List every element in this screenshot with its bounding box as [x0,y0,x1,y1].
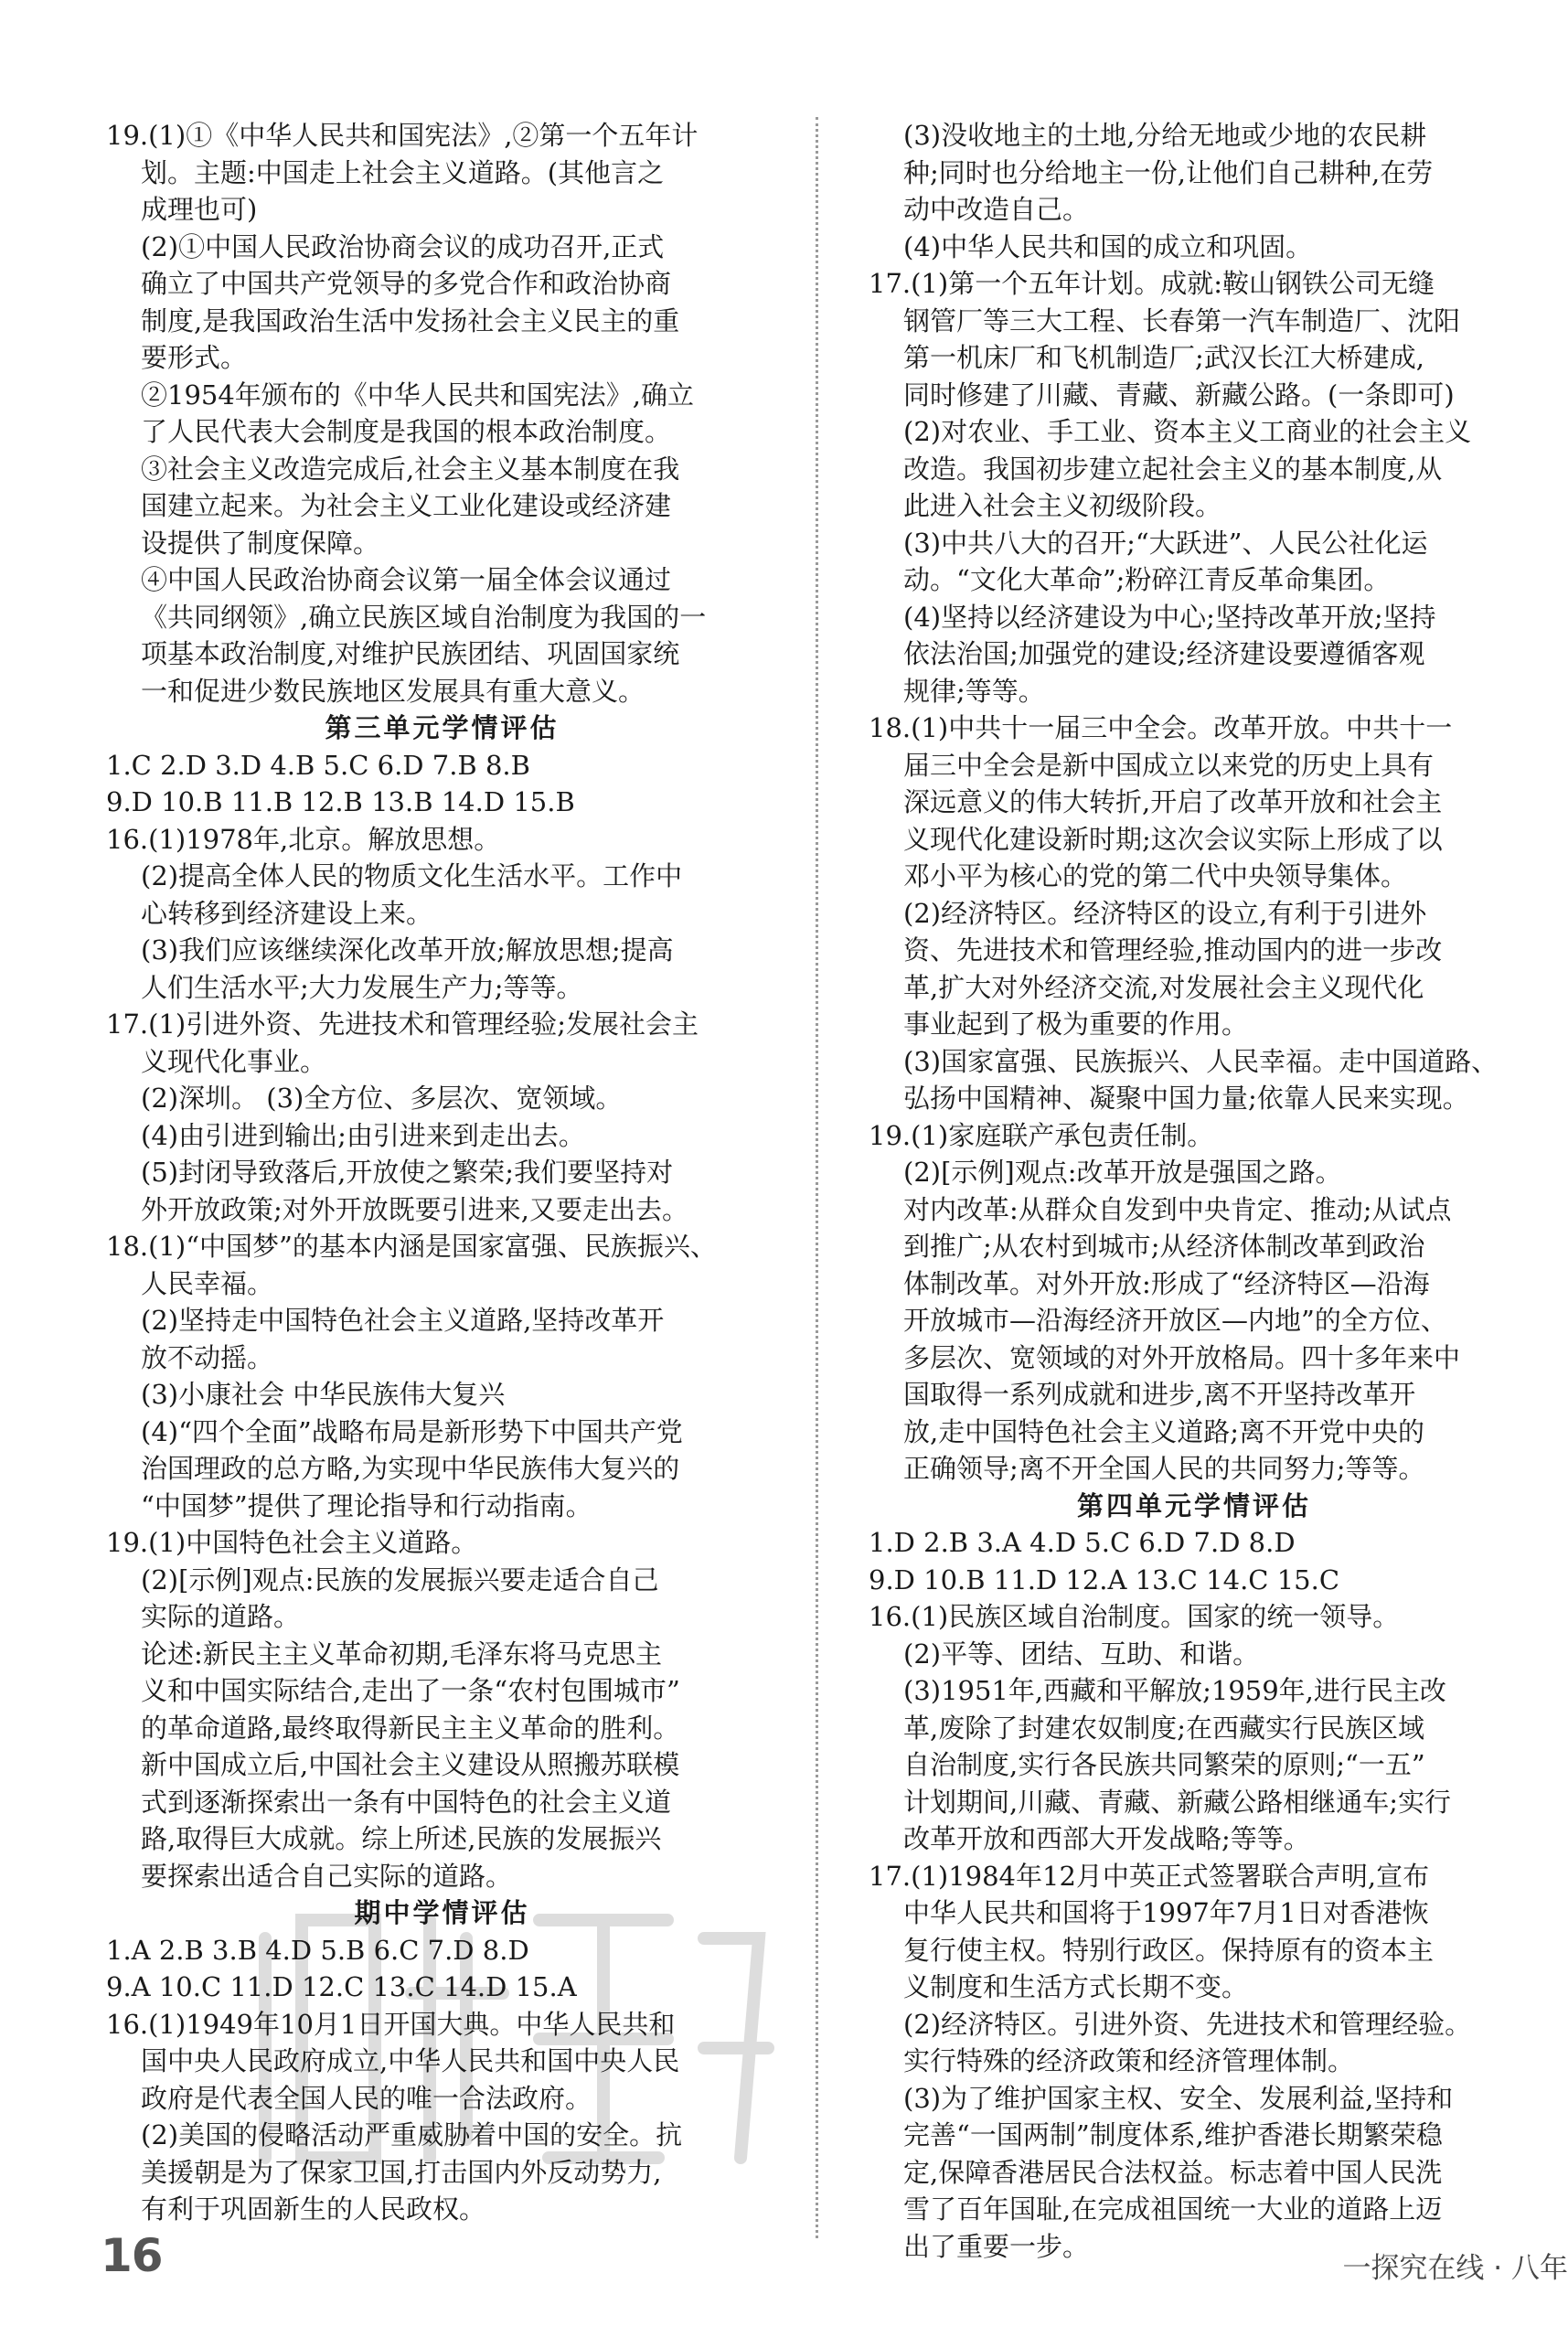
text-line: 规律;等等。 [903,675,1045,707]
text-line: 9.D 10.B 11.B 12.B 13.B 14.D 15.B [106,786,575,817]
text-line: 的革命道路,最终取得新民主主义革命的胜利。 [141,1712,680,1744]
text-line: (3)1951年,西藏和平解放;1959年,进行民主改 [903,1675,1446,1706]
text-line: 划。主题:中国走上社会主义道路。(其他言之 [141,156,665,188]
text-line: (3)中共八大的召开;“大跃进”、人民公社化运 [903,527,1428,559]
text-line: 革,废除了封建农奴制度;在西藏实行民族区域 [903,1712,1424,1744]
text-line: (3)没收地主的土地,分给无地或少地的农民耕 [903,120,1427,151]
text-line: 政府是代表全国人民的唯一合法政府。 [141,2082,592,2114]
text-line: 中华人民共和国将于1997年7月1日对香港恢 [903,1897,1429,1928]
text-line: 资、先进技术和管理经验,推动国内的进一步改 [903,934,1443,966]
text-line: 放,走中国特色社会主义道路;离不开党中央的 [903,1415,1424,1447]
text-line: (2)深圳。 (3)全方位、多层次、宽领域。 [141,1083,623,1114]
text-line: 国建立起来。为社会主义工业化建设或经济建 [141,490,672,521]
text-line: 计划期间,川藏、青藏、新藏公路相继通车;实行 [903,1786,1451,1818]
text-line: 17.(1)1984年12月中英正式签署联合声明,宣布 [869,1860,1430,1892]
text-line: 此进入社会主义初级阶段。 [903,490,1222,521]
text-line: 邓小平为核心的党的第二代中央领导集体。 [903,860,1408,891]
text-line: 改造。我国初步建立起社会主义的基本制度,从 [903,453,1443,485]
text-line: 人民幸福。 [141,1267,274,1299]
text-line: 实际的道路。 [141,1601,301,1632]
text-line: (2)美国的侵略活动严重威胁着中国的安全。抗 [141,2119,683,2150]
text-line: (2)①中国人民政治协商会议的成功召开,正式 [141,230,665,262]
text-line: 论述:新民主主义革命初期,毛泽东将马克思主 [141,1638,662,1670]
text-line: 成理也可) [141,194,258,225]
text-line: 19.(1)家庭联产承包责任制。 [869,1119,1214,1151]
text-line: (2)对农业、手工业、资本主义工商业的社会主义 [903,416,1472,447]
footer-text: 一探究在线 · 八年 [1342,2252,1568,2285]
text-line: 人们生活水平;大力发展生产力;等等。 [141,971,583,1003]
section-heading: 第三单元学情评估 [325,712,560,743]
text-line: 种;同时也分给地主一份,让他们自己耕种,在劳 [903,156,1434,188]
text-line: 1.D 2.B 3.A 4.D 5.C 6.D 7.D 8.D [869,1527,1296,1558]
page-number: 16 [101,2229,163,2282]
text-line: 设提供了制度保障。 [141,527,380,559]
left-column [106,117,778,2228]
text-line: “中国梦”提供了理论指导和行动指南。 [141,1489,592,1521]
text-line: 17.(1)引进外资、先进技术和管理经验;发展社会主 [106,1008,699,1040]
text-line: 要形式。 [141,342,248,373]
text-line: 18.(1)“中国梦”的基本内涵是国家富强、民族振兴、 [106,1231,717,1262]
text-line: 自治制度,实行各民族共同繁荣的原则;“一五” [903,1749,1425,1780]
text-line: 动中改造自己。 [903,194,1090,225]
text-line: 18.(1)中共十一届三中全会。改革开放。中共十一 [869,712,1453,743]
text-line: 实行特殊的经济政策和经济管理体制。 [903,2045,1355,2076]
text-line: 式到逐渐探索出一条有中国特色的社会主义道 [141,1786,672,1818]
text-line: 事业起到了极为重要的作用。 [903,1008,1249,1040]
text-line: 放不动摇。 [141,1341,274,1373]
text-line: 路,取得巨大成就。综上所述,民族的发展振兴 [141,1823,662,1854]
text-line: (3)我们应该继续深化改革开放;解放思想;提高 [141,934,674,966]
text-line: 弘扬中国精神、凝聚中国力量;依靠人民来实现。 [903,1083,1469,1114]
text-line: 深远意义的伟大转折,开启了改革开放和社会主 [903,786,1443,817]
text-line: 定,保障香港居民合法权益。标志着中国人民洗 [903,2156,1443,2188]
text-line: 同时修建了川藏、青藏、新藏公路。(一条即可) [903,379,1455,411]
text-line: (2)坚持走中国特色社会主义道路,坚持改革开 [141,1305,665,1336]
text-line: 复行使主权。特别行政区。保持原有的资本主 [903,1934,1435,1966]
text-line: 16.(1)民族区域自治制度。国家的统一领导。 [869,1601,1400,1632]
text-line: (3)为了维护国家主权、安全、发展利益,坚持和 [903,2082,1454,2114]
text-line: ④中国人民政治协商会议第一届全体会议通过 [141,564,672,595]
text-line: 16.(1)1978年,北京。解放思想。 [106,823,501,855]
text-line: 依法治国;加强党的建设;经济建设要遵循客观 [903,638,1425,669]
text-line: 美援朝是为了保家卫国,打击国内外反动势力, [141,2156,662,2188]
text-line: 第一机床厂和飞机制造厂;武汉长江大桥建成, [903,342,1424,373]
section-heading: 期中学情评估 [354,1897,530,1928]
text-line: (2)[示例]观点:改革开放是强国之路。 [903,1157,1342,1188]
text-line: (2)[示例]观点:民族的发展振兴要走适合自己 [141,1563,659,1595]
text-line: 制度,是我国政治生活中发扬社会主义民主的重 [141,304,680,336]
text-line: 要探索出适合自己实际的道路。 [141,1860,513,1892]
text-line: 项基本政治制度,对维护民族团结、巩固国家统 [141,638,680,669]
text-line: 体制改革。对外开放:形成了“经济特区—沿海 [903,1267,1430,1299]
text-line: 新中国成立后,中国社会主义建设从照搬苏联模 [141,1749,680,1780]
text-line: 国取得一系列成就和进步,离不开坚持改革开 [903,1379,1416,1410]
text-line: ②1954年颁布的《中华人民共和国宪法》,确立 [141,379,695,411]
text-line: 多层次、宽领域的对外开放格局。四十多年来中 [903,1341,1461,1373]
text-line: (2)提高全体人民的物质文化生活水平。工作中 [141,860,683,891]
text-line: 治国理政的总方略,为实现中华民族伟大复兴的 [141,1453,680,1484]
text-line: 了人民代表大会制度是我国的根本政治制度。 [141,416,672,447]
text-line: 动。“文化大革命”;粉碎江青反革命集团。 [903,564,1391,595]
text-line: 确立了中国共产党领导的多党合作和政治协商 [141,268,672,299]
text-line: 国中央人民政府成立,中华人民共和国中央人民 [141,2045,680,2076]
text-line: 届三中全会是新中国成立以来党的历史上具有 [903,749,1435,781]
text-line: 9.D 10.B 11.D 12.A 13.C 14.C 15.C [869,1563,1340,1595]
right-column [869,117,1520,2265]
text-line: 19.(1)中国特色社会主义道路。 [106,1527,478,1558]
text-line: 外开放政策;对外开放既要引进来,又要走出去。 [141,1193,688,1225]
text-line: 开放城市—沿海经济开放区—内地”的全方位、 [903,1305,1447,1336]
text-line: 对内改革:从群众自发到中央肯定、推动;从试点 [903,1193,1452,1225]
text-line: 义现代化建设新时期;这次会议实际上形成了以 [903,823,1443,855]
text-line: 1.C 2.D 3.D 4.B 5.C 6.D 7.B 8.B [106,749,530,781]
text-line: 到推广;从农村到城市;从经济体制改革到政治 [903,1231,1425,1262]
text-line: 《共同纲领》,确立民族区域自治制度为我国的一 [141,601,707,633]
text-line: (2)经济特区。经济特区的设立,有利于引进外 [903,897,1427,929]
text-line: 1.A 2.B 3.B 4.D 5.B 6.C 7.D 8.D [106,1934,529,1966]
text-line: (4)由引进到输出;由引进来到走出去。 [141,1119,585,1151]
section-heading: 第四单元学情评估 [1076,1489,1311,1521]
text-line: (2)经济特区。引进外资、先进技术和管理经验。 [903,2008,1472,2040]
text-line: 义制度和生活方式长期不变。 [903,1971,1249,2002]
text-line: (4)坚持以经济建设为中心;坚持改革开放;坚持 [903,601,1436,633]
text-line: (4)“四个全面”战略布局是新形势下中国共产党 [141,1415,683,1447]
text-line: 正确领导;离不开全国人民的共同努力;等等。 [903,1453,1425,1484]
text-line: 17.(1)第一个五年计划。成就:鞍山钢铁公司无缝 [869,268,1435,299]
text-line: 9.A 10.C 11.D 12.C 13.C 14.D 15.A [106,1971,577,2002]
text-line: 16.(1)1949年10月1日开国大典。中华人民共和 [106,2008,676,2040]
text-line: 义和中国实际结合,走出了一条“农村包围城市” [141,1675,680,1706]
text-line: (2)平等、团结、互助、和谐。 [903,1638,1260,1670]
text-line: 有利于巩固新生的人民政权。 [141,2193,486,2225]
text-line: 心转移到经济建设上来。 [141,897,433,929]
text-line: (5)封闭导致落后,开放使之繁荣;我们要坚持对 [141,1157,674,1188]
text-line: 一和促进少数民族地区发展具有重大意义。 [141,675,645,707]
text-line: (3)小康社会 中华民族伟大复兴 [141,1379,506,1410]
text-line: 义现代化事业。 [141,1045,327,1077]
text-line: (3)国家富强、民族振兴、人民幸福。走中国道路、 [903,1045,1499,1077]
text-line: 革,扩大对外经济交流,对发展社会主义现代化 [903,971,1424,1003]
column-divider [816,117,818,2238]
text-line: 改革开放和西部大开发战略;等等。 [903,1823,1310,1854]
text-line: (4)中华人民共和国的成立和巩固。 [903,230,1313,262]
text-line: 出了重要一步。 [903,2230,1090,2262]
text-line: 雪了百年国耻,在完成祖国统一大业的道路上迈 [903,2193,1443,2225]
text-line: 19.(1)①《中华人民共和国宪法》,②第一个五年计 [106,120,699,151]
text-line: 完善“一国两制”制度体系,维护香港长期繁荣稳 [903,2119,1443,2150]
text-line: ③社会主义改造完成后,社会主义基本制度在我 [141,453,680,485]
text-line: 钢管厂等三大工程、长春第一汽车制造厂、沈阳 [903,304,1461,336]
